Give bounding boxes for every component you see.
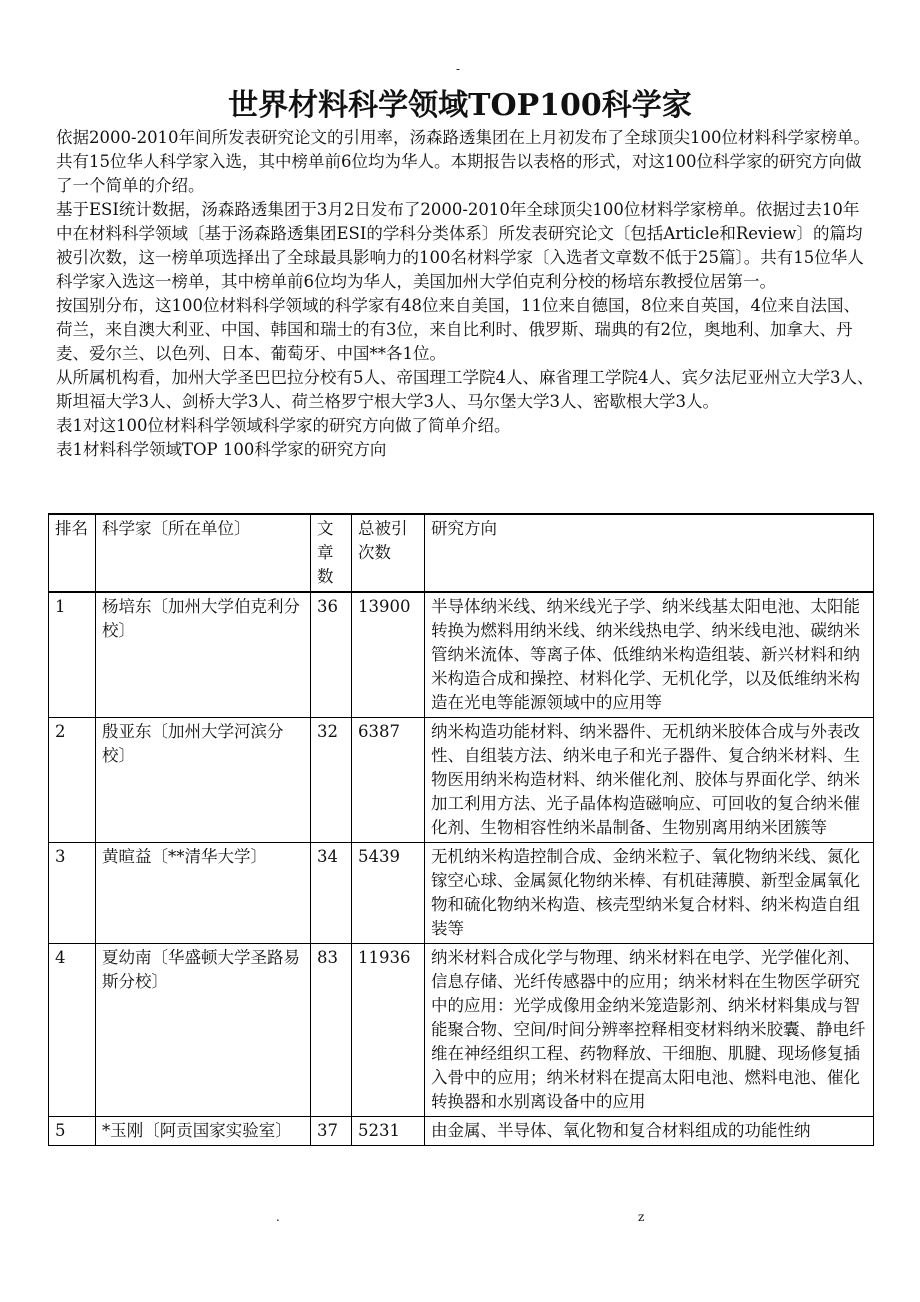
cell-papers: 34 (311, 843, 352, 944)
cell-citations: 5439 (352, 843, 425, 944)
cell-scientist: 夏幼南〔华盛顿大学圣路易斯分校〕 (96, 944, 311, 1117)
header-scientist: 科学家〔所在单位〕 (96, 514, 311, 592)
paragraph-countries: 按国别分布，这100位材料科学领域的科学家有48位来自美国，11位来自德国，8位来自英国，4位来自法国、荷兰，来自澳大利亚、中国、韩国和瑞士的有3位，来自比利时、俄罗斯、瑞典的有2位，奥地利、加拿大、丹麦、爱尔兰、以色列、日本、葡萄牙、中国**各1位。 (56, 296, 860, 363)
cell-direction: 纳米材料合成化学与物理、纳米材料在电学、光学催化剂、信息存储、光纤传感器中的应用；纳米材料在生物医学研究中的应用：光学成像用金纳米笼造影剂、纳米材料集成与智能聚合物、空间/时间分辨率控释相变材料纳米胶囊、静电纤维在神经组织工程、药物释放、干细胞、肌腱、现场修复插入骨中的应用；纳米材料在提高太阳电池、燃料电池、催化转换器和水别离设备中的应用 (425, 944, 874, 1117)
cell-direction: 由金属、半导体、氧化物和复合材料组成的功能性纳 (425, 1117, 874, 1146)
table-header-row (49, 514, 874, 592)
cell-scientist: 黄暄益〔**清华大学〕 (96, 843, 311, 944)
header-citations: 总被引次数 (352, 514, 425, 592)
table-row (49, 944, 874, 1117)
table-row (49, 592, 874, 718)
cell-papers: 36 (311, 592, 352, 718)
cell-rank: 4 (49, 944, 96, 1117)
cell-rank: 2 (49, 718, 96, 843)
scientists-table (48, 513, 874, 1146)
cell-citations: 6387 (352, 718, 425, 843)
document-body (56, 126, 874, 462)
cell-citations: 13900 (352, 592, 425, 718)
cell-scientist: *玉刚〔阿贡国家实验室〕 (96, 1117, 311, 1146)
cell-scientist: 杨培东〔加州大学伯克利分校〕 (96, 592, 311, 718)
paragraph-institutions: 从所属机构看，加州大学圣巴巴拉分校有5人、帝国理工学院4人、麻省理工学院4人、宾夕法尼亚州立大学3人、斯坦福大学3人、剑桥大学3人、荷兰格罗宁根大学3人、马尔堡大学3人、密歇根大学3人。 (56, 368, 874, 411)
cell-citations: 11936 (352, 944, 425, 1117)
cell-rank: 1 (49, 592, 96, 718)
cell-direction: 纳米构造功能材料、纳米器件、无机纳米胶体合成与外表改性、自组装方法、纳米电子和光子器件、复合纳米材料、生物医用纳米构造材料、纳米催化剂、胶体与界面化学、纳米加工利用方法、光子晶体构造磁响应、可回收的复合纳米催化剂、生物相容性纳米晶制备、生物别离用纳米团簇等 (425, 718, 874, 843)
footer-mark: z (638, 1210, 645, 1224)
paragraph-esi: 基于ESI统计数据，汤森路透集团于3月2日发布了2000-2010年全球顶尖100位材料学家榜单。依据过去10年中在材料科学领域〔基于汤森路透集团ESI的学科分类体系〕所发表研究论文〔包括Article和Review〕的篇均被引次数，这一榜单项选择出了全球最具影响力的100名材料学家〔入选者文章数不低于25篇〕。共有15位华人科学家入选这一榜单，其中榜单前6位均为华人，美国加州大学伯克利分校的杨培东教授位居第一。 (56, 200, 864, 291)
cell-citations: 5231 (352, 1117, 425, 1146)
header-direction: 研究方向 (425, 514, 874, 592)
footer-dot: . (276, 1210, 280, 1224)
header-rank: 排名 (49, 514, 96, 592)
header-papers: 文章数 (311, 514, 352, 592)
table-row (49, 718, 874, 843)
cell-scientist: 殷亚东〔加州大学河滨分校〕 (96, 718, 311, 843)
cell-papers: 83 (311, 944, 352, 1117)
table-caption: 表1材料科学领域TOP 100科学家的研究方向 (56, 440, 387, 459)
cell-papers: 32 (311, 718, 352, 843)
cell-papers: 37 (311, 1117, 352, 1146)
page-title: 世界材料科学领域TOP100科学家 (228, 88, 692, 123)
table-row (49, 1117, 874, 1146)
paragraph-intro: 依据2000-2010年间所发表研究论文的引用率，汤森路透集团在上月初发布了全球顶尖100位材料科学家榜单。共有15位华人科学家入选，其中榜单前6位均为华人。本期报告以表格的形式，对这100位科学家的研究方向做了一个简单的介绍。 (56, 128, 871, 195)
cell-direction: 半导体纳米线、纳米线光子学、纳米线基太阳电池、太阳能转换为燃料用纳米线、纳米线热电学、纳米线电池、碳纳米管纳米流体、等离子体、低维纳米构造组装、新兴材料和纳米构造合成和操控、材料化学、无机化学，以及低维纳米构造在光电等能源领域中的应用等 (425, 592, 874, 718)
table-row (49, 843, 874, 944)
cell-direction: 无机纳米构造控制合成、金纳米粒子、氧化物纳米线、氮化镓空心球、金属氮化物纳米棒、有机硅薄膜、新型金属氧化物和硫化物纳米构造、核壳型纳米复合材料、纳米构造自组装等 (425, 843, 874, 944)
paragraph-table-intro: 表1对这100位材料科学领域科学家的研究方向做了简单介绍。 (56, 416, 511, 435)
cell-rank: 3 (49, 843, 96, 944)
cell-rank: 5 (49, 1117, 96, 1146)
header-mark: - (456, 62, 461, 76)
